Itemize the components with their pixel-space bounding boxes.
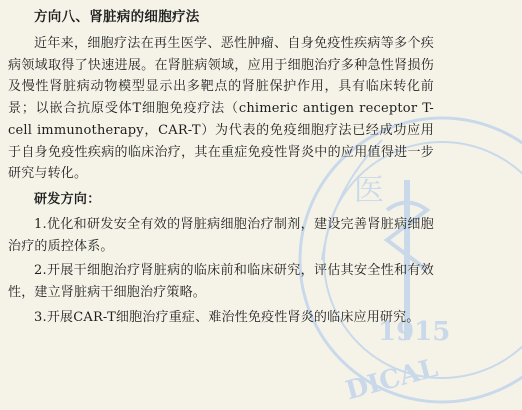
research-heading: 研发方向： <box>34 191 101 207</box>
section-title: 方向八、肾脏病的细胞疗法 <box>34 9 200 25</box>
svg-text:1915: 1915 <box>378 317 451 347</box>
research-item-text: 开展CAR-T细胞治疗重症、难治性免疫性肾炎的临床应用研究。 <box>46 309 420 325</box>
svg-text:医: 医 <box>354 173 384 208</box>
intro-paragraph: 近年来，细胞疗法在再生医学、恶性肿瘤、自身免疫性疾病等多个疾病领域取得了快速进展。在肾脏病领域，应用于细胞治疗多种急性肾损伤及慢性肾脏病动物模型显示出多靶点的肾脏保护作用，具有临床转化前景；以嵌合抗原受体T细胞免疫疗法（chimeric antigen receptor T-cell immunotherapy，CAR-T）为代表的免疫细胞疗法已经成功应用于自身免疫性疾病的临床治疗，其在重症免疫性肾炎中的应用值得进一步研究与转化。 <box>8 36 434 182</box>
research-item-number: 3. <box>34 309 47 325</box>
research-item-number: 2. <box>34 263 47 279</box>
research-list <box>8 214 434 329</box>
research-item-number: 1. <box>34 216 47 232</box>
research-item <box>8 214 434 257</box>
research-item-text: 优化和研发安全有效的肾脏病细胞治疗制剂，建设完善肾脏病细胞治疗的质控体系。 <box>8 216 434 254</box>
research-item <box>8 260 434 303</box>
research-item-text: 开展干细胞治疗肾脏病的临床前和临床研究，评估其安全性和有效性，建立肾脏病干细胞治疗策略。 <box>8 263 434 301</box>
research-item <box>8 307 434 329</box>
svg-text:DICAL: DICAL <box>342 353 442 407</box>
